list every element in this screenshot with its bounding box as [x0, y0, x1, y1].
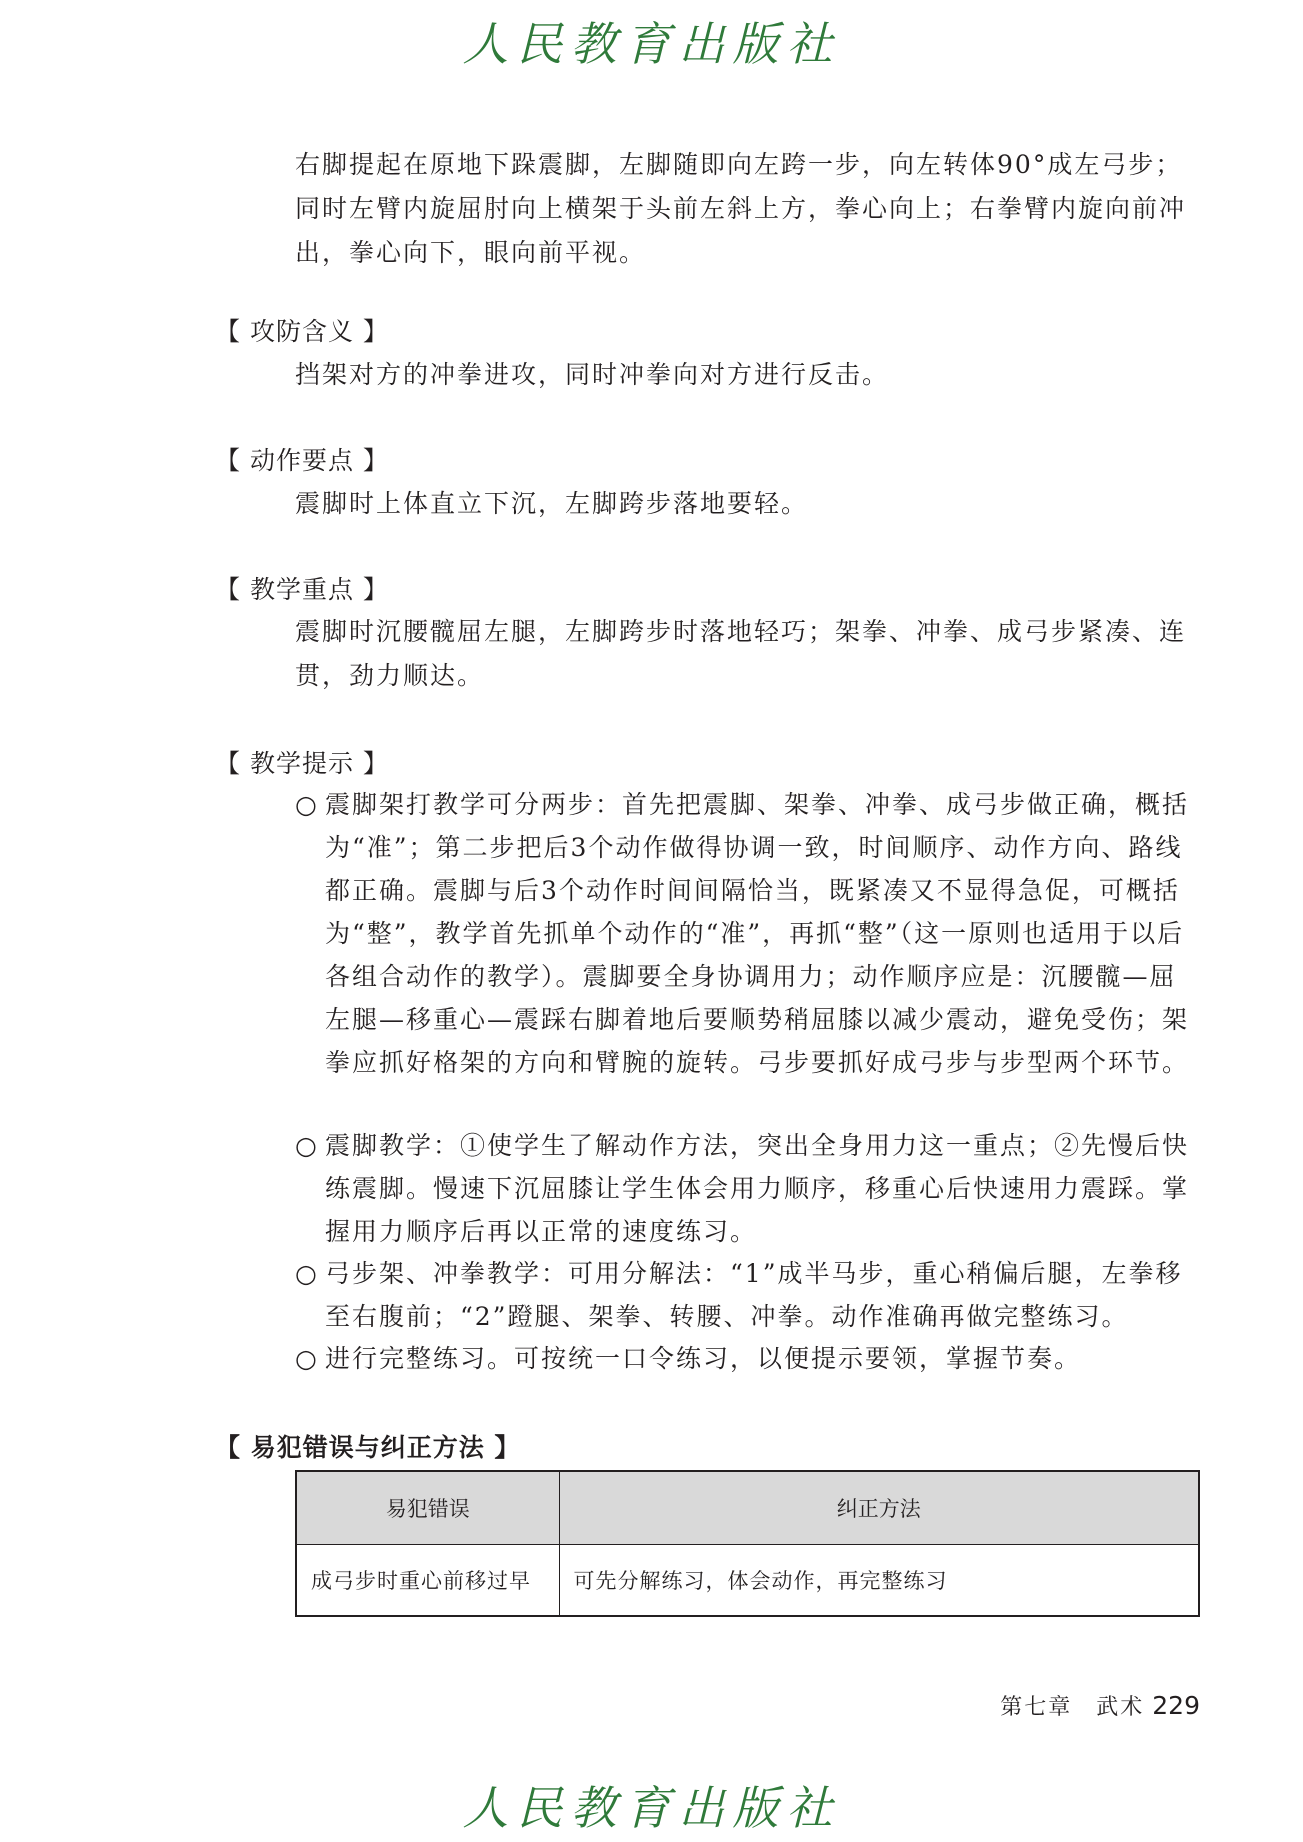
circle-bullet-icon: ○	[295, 790, 319, 819]
table-cell-correction: 可先分解练习，体会动作，再完整练习	[559, 1545, 1199, 1617]
teaching-tip-text: 进行完整练习。可按统一口令练习，以便提示要领，掌握节奏。	[325, 1344, 1082, 1373]
publisher-logo-bottom: 人民教育出版社	[462, 1781, 841, 1835]
table-header-row	[296, 1471, 1199, 1545]
page-footer	[1000, 1690, 1200, 1721]
key-points-text: 震脚时上体直立下沉，左脚跨步落地要轻。	[295, 489, 809, 518]
table-row	[296, 1545, 1199, 1617]
page-number: 229	[1152, 1691, 1200, 1720]
teaching-tip-item	[295, 1252, 1200, 1338]
teaching-focus-text: 震脚时沉腰髋屈左腿，左脚跨步时落地轻巧；架拳、冲拳、成弓步紧凑、连贯，劲力顺达。	[295, 617, 1187, 690]
errors-table	[295, 1470, 1200, 1617]
circle-bullet-icon: ○	[295, 1131, 319, 1160]
circle-bullet-icon: ○	[295, 1344, 319, 1373]
heading-key-points: 【 动作要点 】	[215, 446, 389, 475]
teaching-tip-text: 弓步架、冲拳教学：可用分解法：“1”成半马步，重心稍偏后腿，左拳移至右腹前；“2”蹬腿、架拳、转腰、冲拳。动作准确再做完整练习。	[325, 1259, 1183, 1331]
teaching-tip-text: 震脚教学：①使学生了解动作方法，突出全身用力这一重点；②先慢后快练震脚。慢速下沉屈膝让学生体会用力顺序，移重心后快速用力震踩。掌握用力顺序后再以正常的速度练习。	[325, 1131, 1190, 1246]
table-cell-error: 成弓步时重心前移过早	[296, 1545, 559, 1617]
attack-defense-text: 挡架对方的冲拳进攻，同时冲拳向对方进行反击。	[295, 360, 890, 389]
heading-teaching-tips: 【 教学提示 】	[215, 749, 389, 778]
teaching-tip-text: 震脚架打教学可分两步：首先把震脚、架拳、冲拳、成弓步做正确，概括为“准”；第二步把后3个动作做得协调一致，时间顺序、动作方向、路线都正确。震脚与后3个动作时间间隔恰当，既紧凑又不显得急促，可概括为“整”，教学首先抓单个动作的“准”，再抓“整”（这一原则也适用于以后各组合动作的教学）。震脚要全身协调用力；动作顺序应是：沉腰髋—屈左腿—移重心—震踩右脚着地后要顺势稍屈膝以减少震动，避免受伤；架拳应抓好格架的方向和臂腕的旋转。弓步要抓好成弓步与步型两个环节。	[325, 790, 1190, 1077]
heading-teaching-focus: 【 教学重点 】	[215, 575, 389, 604]
teaching-tip-item	[295, 1124, 1200, 1253]
teaching-tip-item	[295, 1337, 1200, 1380]
teaching-tip-item	[295, 783, 1200, 1084]
heading-attack-defense: 【 攻防含义 】	[215, 317, 389, 346]
intro-paragraph: 右脚提起在原地下跺震脚，左脚随即向左跨一步，向左转体90°成左弓步；同时左臂内旋屈肘向上横架于头前左斜上方，拳心向上；右拳臂内旋向前冲出，拳心向下，眼向前平视。	[295, 150, 1187, 267]
column-header-error: 易犯错误	[296, 1471, 559, 1545]
circle-bullet-icon: ○	[295, 1259, 319, 1288]
column-header-correction: 纠正方法	[559, 1471, 1199, 1545]
publisher-logo-top: 人民教育出版社	[462, 17, 841, 71]
heading-errors: 【 易犯错误与纠正方法 】	[215, 1433, 521, 1462]
chapter-label: 第七章 武术	[1000, 1695, 1145, 1720]
